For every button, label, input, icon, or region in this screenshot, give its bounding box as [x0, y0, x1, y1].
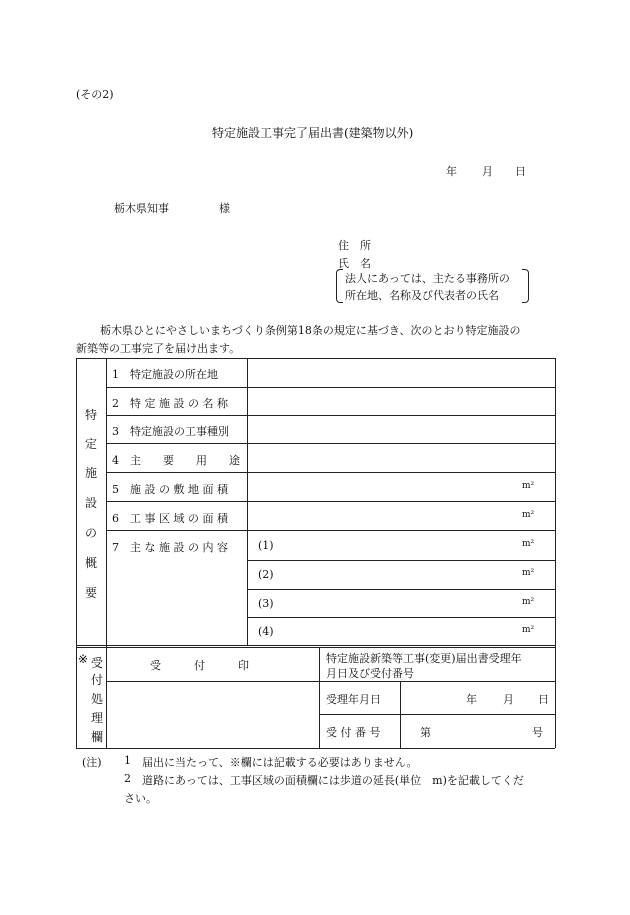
receipt-date-label: 受理年月日: [326, 693, 381, 706]
receipt-header-line2: 月日及び受付番号: [326, 667, 414, 680]
overview-vlabel-2: 施: [85, 466, 98, 480]
facility-4-index: (4): [258, 625, 274, 638]
facility-2-index: (2): [258, 568, 274, 581]
facility-3-index: (3): [258, 597, 274, 610]
note-2-cont: さい。: [124, 792, 157, 805]
body-line2: 新築等の工事完了を届け出ます。: [76, 342, 241, 355]
notes-prefix: (注): [82, 756, 102, 769]
row-site-area-label: 5 施 設 の 敷 地 面 積: [112, 483, 228, 496]
receipt-number-label: 受 付 番 号: [326, 726, 381, 739]
corp-note-bracket-close: [522, 269, 529, 303]
reception-vlabel-2: 処: [91, 692, 104, 706]
reception-vlabel-0: 受: [91, 656, 104, 670]
receipt-date-month: 月: [503, 693, 514, 706]
address-label: 住 所: [338, 239, 371, 252]
form-number: (その2): [76, 88, 114, 101]
reception-vlabel-3: 理: [91, 711, 104, 725]
body-line1: 栃木県ひとにやさしいまちづくり条例第18条の規定に基づき、次のとおり特定施設の: [100, 324, 521, 337]
document-title: 特定施設工事完了届出書(建築物以外): [212, 126, 414, 140]
row-usage-label: 4 主 要 用 途: [112, 454, 240, 467]
row-work-area-label: 6 工 事 区 域 の 面 積: [112, 512, 228, 525]
corp-note-line1: 法人にあっては、主たる事務所の: [345, 272, 510, 285]
row-site-area-unit: m²: [522, 481, 535, 491]
receipt-number-suffix: 号: [532, 726, 543, 739]
facility-1-index: (1): [258, 539, 274, 552]
note-2-num: 2: [124, 772, 131, 785]
overview-vlabel-6: 要: [85, 586, 98, 600]
honorific: 様: [219, 202, 230, 215]
corp-note-line2: 所在地、名称及び代表者の氏名: [345, 289, 499, 302]
receipt-date-day: 日: [538, 693, 549, 706]
receipt-number-prefix: 第: [420, 726, 431, 739]
facility-3-unit: m²: [522, 597, 535, 607]
facility-1-unit: m²: [522, 539, 535, 549]
name-label: 氏 名: [338, 257, 371, 270]
reception-mark: ※: [78, 652, 89, 666]
overview-vlabel-5: 概: [85, 556, 98, 570]
overview-vlabel-3: 設: [85, 496, 98, 510]
overview-vlabel-0: 特: [85, 408, 98, 422]
overview-vlabel-4: の: [85, 526, 98, 540]
row-location-label: 1 特定施設の所在地: [112, 368, 218, 381]
date-day: 日: [515, 165, 526, 178]
receipt-date-year: 年: [466, 693, 477, 706]
note-1-num: 1: [124, 754, 131, 767]
note-1-text: 届出に当たって、※欄には記載する必要はありません。: [142, 756, 418, 769]
date-month: 月: [482, 165, 493, 178]
facility-2-unit: m²: [522, 568, 535, 578]
row-work-area-unit: m²: [522, 510, 535, 520]
corp-note-bracket-open: [336, 269, 343, 303]
stamp-label: 受 付 印: [150, 659, 249, 672]
date-year: 年: [446, 165, 457, 178]
reception-vlabel-1: 付: [91, 673, 104, 687]
overview-vlabel-1: 定: [85, 437, 98, 451]
note-2-text: 道路にあっては、工事区域の面積欄には歩道の延長(単位 m)を記載してくだ: [142, 774, 524, 787]
receipt-header-line1: 特定施設新築等工事(変更)届出書受理年: [326, 652, 522, 665]
facility-4-unit: m²: [522, 625, 535, 635]
row-work-type-label: 3 特定施設の工事種別: [112, 425, 229, 438]
addressee: 栃木県知事: [114, 202, 169, 215]
row-name-label: 2 特 定 施 設 の 名 称: [112, 397, 228, 410]
reception-vlabel-4: 欄: [91, 730, 104, 744]
row-facilities-label: 7 主 な 施 設 の 内 容: [112, 541, 228, 554]
